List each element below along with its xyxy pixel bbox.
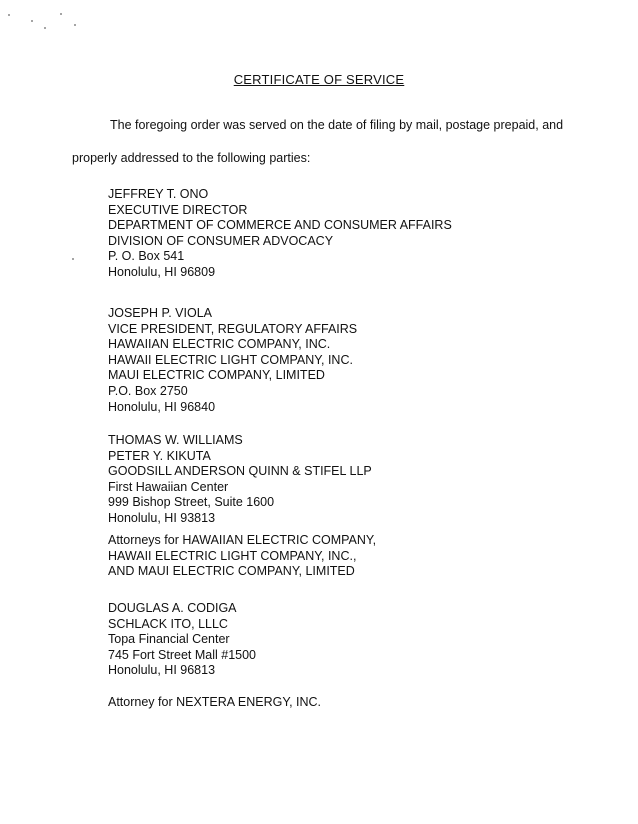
party-line: Topa Financial Center — [108, 632, 230, 647]
scan-speck — [74, 24, 76, 26]
party-line: DIVISION OF CONSUMER ADVOCACY — [108, 233, 334, 248]
party-line: EXECUTIVE DIRECTOR — [108, 202, 248, 217]
party-line: DOUGLAS A. CODIGA — [108, 601, 237, 615]
party-line: DEPARTMENT OF COMMERCE AND CONSUMER AFFAIRS — [108, 218, 452, 233]
party-line: JEFFREY T. ONO — [108, 187, 209, 201]
scan-speck — [44, 27, 46, 29]
attorney-for-nextera-note — [108, 695, 321, 711]
party-line: HAWAII ELECTRIC LIGHT COMPANY, INC., — [108, 548, 357, 563]
party-line: First Hawaiian Center — [108, 479, 229, 494]
scan-speck — [31, 20, 33, 22]
intro-line-2: properly addressed to the following parties: — [72, 151, 311, 165]
party-line: P. O. Box 541 — [108, 249, 185, 264]
party-line: Honolulu, HI 96813 — [108, 663, 216, 678]
party-line: HAWAIIAN ELECTRIC COMPANY, INC. — [108, 337, 331, 352]
party-line: HAWAII ELECTRIC LIGHT COMPANY, INC. — [108, 352, 353, 367]
party-line: JOSEPH P. VIOLA — [108, 306, 212, 320]
attorneys-for-note — [108, 533, 376, 580]
party-line: PETER Y. KIKUTA — [108, 448, 211, 463]
party-block-consumer-advocate — [108, 187, 452, 281]
party-line: AND MAUI ELECTRIC COMPANY, LIMITED — [108, 564, 355, 579]
scan-speck — [72, 258, 74, 260]
party-line: SCHLACK ITO, LLLC — [108, 616, 228, 631]
intro-line-1: The foregoing order was served on the date of filing by mail, postage prepaid, and — [110, 118, 564, 132]
scan-speck — [8, 14, 10, 16]
party-line: THOMAS W. WILLIAMS — [108, 433, 243, 447]
party-line: GOODSILL ANDERSON QUINN & STIFEL LLP — [108, 464, 372, 479]
document-title: CERTIFICATE OF SERVICE — [233, 72, 405, 87]
party-line: 999 Bishop Street, Suite 1600 — [108, 495, 275, 510]
party-line: Honolulu, HI 96809 — [108, 264, 216, 279]
party-line: Honolulu, HI 96840 — [108, 399, 216, 414]
party-line: VICE PRESIDENT, REGULATORY AFFAIRS — [108, 321, 358, 336]
party-line: 745 Fort Street Mall #1500 — [108, 647, 256, 662]
party-block-hawaiian-electric — [108, 306, 357, 415]
party-line: MAUI ELECTRIC COMPANY, LIMITED — [108, 368, 325, 383]
party-line: Attorney for NEXTERA ENERGY, INC. — [108, 695, 322, 709]
party-block-schlack-ito — [108, 601, 256, 679]
party-block-goodsill — [108, 433, 372, 527]
scan-speck — [60, 13, 62, 15]
party-line: Attorneys for HAWAIIAN ELECTRIC COMPANY, — [108, 533, 377, 547]
party-line: Honolulu, HI 93813 — [108, 510, 216, 525]
party-line: P.O. Box 2750 — [108, 383, 188, 398]
